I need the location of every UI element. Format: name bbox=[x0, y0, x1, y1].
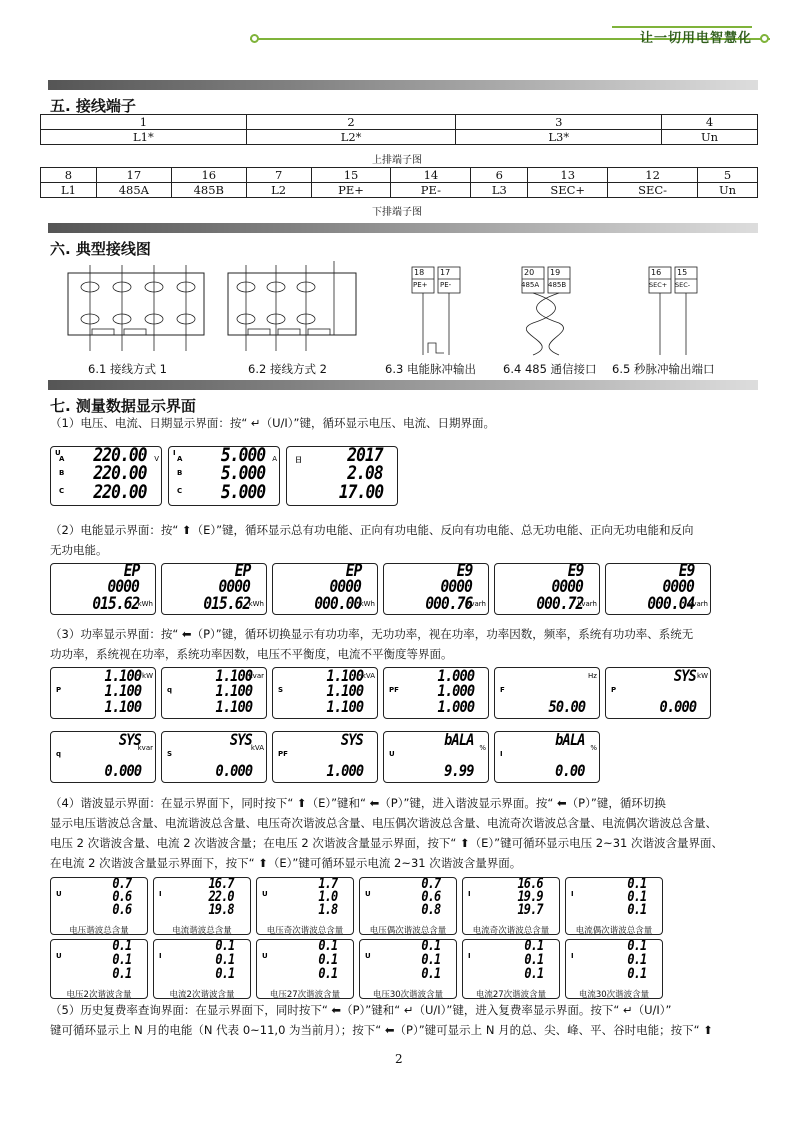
lcd-quantity-tag: U bbox=[262, 952, 268, 960]
lcd-reading: 1.100 bbox=[215, 667, 252, 685]
rs485-diagram bbox=[518, 265, 578, 360]
lcd-unit: kVA bbox=[361, 672, 375, 680]
lcd-unit: kvarh bbox=[577, 600, 597, 608]
lcd-reading: 0.1 bbox=[112, 966, 131, 982]
bottom-terminal-caption: 下排端子图 bbox=[372, 207, 422, 218]
terminal-number: 1 bbox=[41, 115, 247, 130]
lcd-screen bbox=[494, 731, 600, 783]
lcd-screen bbox=[50, 446, 162, 506]
lcd-phase-tag: B bbox=[177, 469, 183, 477]
lcd-unit: kvar bbox=[248, 672, 264, 680]
lcd-reading: 0.1 bbox=[318, 952, 337, 968]
terminal-number: 16 bbox=[171, 168, 246, 183]
lcd-reading: 0.000 bbox=[215, 761, 252, 780]
lcd-reading: EP bbox=[234, 563, 250, 581]
lcd-reading: 0.1 bbox=[627, 952, 646, 968]
section6-title: 六. 典型接线图 bbox=[50, 240, 151, 258]
lcd-reading: 5.000 bbox=[220, 481, 265, 503]
terminal-number: 20 bbox=[524, 268, 535, 277]
lcd-reading: 5.000 bbox=[220, 446, 265, 466]
lcd-quantity-tag: I bbox=[500, 750, 503, 758]
lcd-caption: 电压2次谐波含量 bbox=[66, 990, 132, 1000]
terminal-label: SEC+ bbox=[528, 183, 608, 198]
lcd-phase-tag: B bbox=[59, 469, 65, 477]
lcd-caption: 电流奇次谐波总含量 bbox=[472, 926, 550, 936]
lcd-reading: 0.1 bbox=[524, 952, 543, 968]
lcd-reading: 0000 bbox=[551, 577, 583, 597]
lcd-quantity-tag: q bbox=[56, 750, 62, 758]
lcd-phase-tag: C bbox=[177, 487, 183, 495]
lcd-reading: 0.1 bbox=[627, 902, 646, 918]
terminal-label: PE- bbox=[391, 183, 471, 198]
lcd-reading: 22.0 bbox=[208, 889, 234, 905]
lcd-reading: 0.8 bbox=[421, 902, 440, 918]
lcd-screen bbox=[50, 563, 156, 615]
lcd-reading: 000.76 bbox=[424, 594, 472, 614]
lcd-reading: EP bbox=[123, 563, 139, 581]
lcd-screen bbox=[50, 731, 156, 783]
lcd-reading: 0.1 bbox=[215, 966, 234, 982]
lcd-reading: 0.1 bbox=[421, 939, 440, 954]
lcd-reading: 1.0 bbox=[318, 889, 337, 905]
lcd-reading: 0.1 bbox=[524, 966, 543, 982]
lcd-reading: 1.100 bbox=[215, 697, 252, 716]
paragraph: （3）功率显示界面：按“ ⬅（P）”键，循环切换显示有功功率，无功功率，视在功率，功率因数，频率，系统有功功率、系统无 bbox=[50, 627, 694, 641]
paragraph: 功功率，系统视在功率，系统功率因数，电压不平衡度，电流不平衡度等界面。 bbox=[50, 647, 453, 661]
lcd-screen bbox=[272, 667, 378, 719]
lcd-unit: kWh bbox=[359, 600, 375, 608]
lcd-phase-tag: 日 bbox=[295, 456, 302, 464]
header-dot bbox=[760, 34, 769, 43]
lcd-caption: 电流谐波总含量 bbox=[172, 926, 232, 936]
lcd-unit: A bbox=[272, 455, 277, 463]
lcd-reading: SYS bbox=[118, 731, 141, 749]
terminal-label: 485A bbox=[521, 281, 540, 289]
lcd-reading: 1.100 bbox=[104, 667, 141, 685]
lcd-reading: 1.000 bbox=[326, 761, 363, 780]
lcd-screen bbox=[168, 446, 280, 506]
wiring-diagram-2 bbox=[222, 255, 372, 360]
lcd-reading: 0000 bbox=[218, 577, 250, 597]
terminal-number: 4 bbox=[662, 115, 758, 130]
terminal-label: Un bbox=[698, 183, 758, 198]
lcd-reading: 0.1 bbox=[318, 966, 337, 982]
lcd-screen bbox=[605, 667, 711, 719]
lcd-unit: % bbox=[590, 744, 597, 752]
header-dot bbox=[250, 34, 259, 43]
lcd-reading: 0.1 bbox=[215, 952, 234, 968]
lcd-reading: 1.100 bbox=[326, 667, 363, 685]
lcd-reading: 0.1 bbox=[318, 939, 337, 954]
terminal-number: 8 bbox=[41, 168, 97, 183]
lcd-quantity-tag: U bbox=[389, 750, 395, 758]
lcd-reading: 015.62 bbox=[202, 594, 250, 614]
diagram-caption: 6.3 电能脉冲输出 bbox=[385, 362, 476, 376]
lcd-reading: 220.00 bbox=[93, 462, 147, 484]
lcd-unit: kvarh bbox=[688, 600, 708, 608]
lcd-quantity-tag: S bbox=[278, 686, 284, 694]
lcd-screen bbox=[286, 446, 398, 506]
lcd-reading: 1.8 bbox=[318, 902, 337, 918]
terminal-label: PE+ bbox=[413, 281, 428, 289]
paragraph: （1）电压、电流、日期显示界面：按“ ↵（U/I）”键，循环显示电压、电流、日期界面。 bbox=[50, 416, 495, 430]
lcd-reading: 1.000 bbox=[437, 697, 474, 716]
lcd-reading: 0.6 bbox=[112, 902, 131, 918]
section5-title: 五. 接线端子 bbox=[50, 97, 136, 115]
page-number: 2 bbox=[395, 1052, 403, 1066]
lcd-unit: Hz bbox=[588, 672, 597, 680]
lcd-reading: bALA bbox=[555, 731, 585, 749]
terminal-label: SEC+ bbox=[649, 281, 668, 289]
lcd-screen bbox=[383, 667, 489, 719]
lcd-reading: 19.9 bbox=[517, 889, 543, 905]
terminal-number: 7 bbox=[246, 168, 311, 183]
terminal-label: L2* bbox=[246, 130, 456, 145]
lcd-reading: 0.6 bbox=[421, 889, 440, 905]
lcd-quantity-tag: U bbox=[365, 890, 371, 898]
lcd-quantity-tag: I bbox=[571, 890, 574, 898]
diagram-caption: 6.2 接线方式 2 bbox=[248, 362, 327, 376]
paragraph: 在电流 2 次谐波含量显示界面下，按下“ ⬆（E）”键可循环显示电流 2~31 次谐波含量界面。 bbox=[50, 856, 522, 870]
paragraph: 电压 2 次谐波含量、电流 2 次谐波含量；在电压 2 次谐波含量显示界面，按下“ ⬆（E）”键可循环显示电压 2~31 次谐波含量界面、 bbox=[50, 836, 723, 850]
diagram-caption: 6.1 接线方式 1 bbox=[88, 362, 167, 376]
lcd-reading: 015.62 bbox=[91, 594, 139, 614]
lcd-reading: 0.1 bbox=[112, 939, 131, 954]
lcd-unit: kW bbox=[697, 672, 708, 680]
lcd-quantity-tag: I bbox=[159, 890, 162, 898]
section-bar bbox=[48, 380, 758, 390]
lcd-unit: kWh bbox=[137, 600, 153, 608]
lcd-reading: 0.1 bbox=[627, 939, 646, 954]
lcd-unit: V bbox=[154, 455, 159, 463]
lcd-reading: 0000 bbox=[662, 577, 694, 597]
wiring-diagram-1 bbox=[62, 255, 212, 360]
lcd-phase-tag: C bbox=[59, 487, 65, 495]
lcd-reading: SYS bbox=[673, 667, 696, 685]
lcd-reading: E9 bbox=[456, 563, 472, 581]
section-bar bbox=[48, 223, 758, 233]
lcd-reading: 1.100 bbox=[104, 697, 141, 716]
lcd-reading: 16.7 bbox=[208, 877, 234, 892]
terminal-number: 17 bbox=[440, 268, 451, 277]
lcd-reading: 1.000 bbox=[437, 667, 474, 685]
top-terminal-caption: 上排端子图 bbox=[372, 155, 422, 166]
lcd-caption: 电压奇次谐波总含量 bbox=[266, 926, 344, 936]
lcd-reading: SYS bbox=[229, 731, 252, 749]
lcd-quantity-tag: U bbox=[262, 890, 268, 898]
terminal-label: PE- bbox=[440, 281, 452, 289]
lcd-reading: 2.08 bbox=[347, 462, 383, 484]
lcd-reading: 000.04 bbox=[646, 594, 694, 614]
lcd-unit: kWh bbox=[248, 600, 264, 608]
terminal-label: L3* bbox=[456, 130, 662, 145]
terminal-label: 485B bbox=[548, 281, 567, 289]
lcd-quantity-tag: U bbox=[365, 952, 371, 960]
lcd-screen bbox=[605, 563, 711, 615]
section-bar bbox=[48, 80, 758, 90]
paragraph: 显示电压谐波总含量、电流谐波总含量、电压奇次谐波总含量、电压偶次谐波总含量、电流奇次谐波总含量、电流偶次谐波总含量、 bbox=[50, 816, 717, 830]
lcd-quantity-tag: q bbox=[167, 686, 173, 694]
lcd-reading: 0.00 bbox=[555, 761, 585, 780]
lcd-unit: kVA bbox=[250, 744, 264, 752]
lcd-reading: 0000 bbox=[329, 577, 361, 597]
terminal-label: L3 bbox=[471, 183, 528, 198]
lcd-reading: 0.1 bbox=[421, 966, 440, 982]
lcd-caption: 电流偶次谐波总含量 bbox=[575, 926, 653, 936]
paragraph: （4）谐波显示界面：在显示界面下，同时按下“ ⬆（E）”键和“ ⬅（P）”键，进入谐波显示界面。按“ ⬅（P）”键，循环切换 bbox=[50, 796, 666, 810]
lcd-reading: bALA bbox=[444, 731, 474, 749]
lcd-reading: 0.7 bbox=[112, 877, 131, 892]
paragraph: 无功电能。 bbox=[50, 543, 108, 557]
lcd-reading: 1.100 bbox=[104, 681, 141, 700]
lcd-caption: 电压偶次谐波总含量 bbox=[369, 926, 447, 936]
diagram-caption: 6.4 485 通信接口 bbox=[503, 362, 597, 376]
lcd-reading: 000.72 bbox=[535, 594, 583, 614]
lcd-quantity-tag: PF bbox=[278, 750, 288, 758]
paragraph: （5）历史复费率查询界面：在显示界面下，同时按下“ ⬅（P）”键和“ ↵（U/I）”键，进入复费率显示界面。按下“ ↵（U/I）” bbox=[50, 1003, 672, 1017]
lcd-unit: % bbox=[479, 744, 486, 752]
lcd-screen bbox=[272, 731, 378, 783]
lcd-screen bbox=[161, 563, 267, 615]
lcd-reading: 0.1 bbox=[215, 939, 234, 954]
terminal-label: 485A bbox=[96, 183, 171, 198]
lcd-quantity-tag: U bbox=[56, 952, 62, 960]
lcd-reading: 1.100 bbox=[215, 681, 252, 700]
lcd-quantity-tag: PF bbox=[389, 686, 399, 694]
terminal-label: 485B bbox=[171, 183, 246, 198]
terminal-number: 5 bbox=[698, 168, 758, 183]
lcd-reading: 0.1 bbox=[112, 952, 131, 968]
lcd-reading: 1.7 bbox=[318, 877, 337, 892]
bottom-terminal-table bbox=[40, 167, 758, 198]
terminal-label: SEC- bbox=[675, 281, 691, 289]
top-terminal-table bbox=[40, 114, 758, 145]
lcd-quantity-tag: P bbox=[611, 686, 617, 694]
lcd-reading: 0000 bbox=[440, 577, 472, 597]
lcd-quantity-tag: S bbox=[167, 750, 173, 758]
lcd-reading: 0.1 bbox=[627, 889, 646, 905]
lcd-reading: 0.1 bbox=[627, 966, 646, 982]
lcd-screen bbox=[272, 563, 378, 615]
lcd-reading: 19.7 bbox=[517, 902, 543, 918]
terminal-number: 6 bbox=[471, 168, 528, 183]
lcd-reading: 0.6 bbox=[112, 889, 131, 905]
terminal-label: L2 bbox=[246, 183, 311, 198]
lcd-reading: 5.000 bbox=[220, 462, 265, 484]
terminal-label: SEC- bbox=[608, 183, 698, 198]
lcd-reading: 50.00 bbox=[548, 697, 585, 716]
terminal-number: 17 bbox=[96, 168, 171, 183]
terminal-number: 15 bbox=[311, 168, 391, 183]
lcd-quantity-tag: P bbox=[56, 686, 62, 694]
lcd-reading: E9 bbox=[567, 563, 583, 581]
lcd-quantity-tag: I bbox=[159, 952, 162, 960]
terminal-number: 13 bbox=[528, 168, 608, 183]
terminal-label: PE+ bbox=[311, 183, 391, 198]
lcd-phase-tag: A bbox=[177, 455, 183, 463]
lcd-reading: 19.8 bbox=[208, 902, 234, 918]
lcd-reading: 2017 bbox=[347, 446, 383, 466]
lcd-quantity-tag: I bbox=[571, 952, 574, 960]
terminal-number: 3 bbox=[456, 115, 662, 130]
lcd-screen bbox=[494, 667, 600, 719]
lcd-reading: 9.99 bbox=[444, 761, 474, 780]
terminal-label: Un bbox=[662, 130, 758, 145]
lcd-reading: 0000 bbox=[107, 577, 139, 597]
terminal-number: 18 bbox=[414, 268, 425, 277]
lcd-quantity-tag: F bbox=[500, 686, 505, 694]
terminal-number: 2 bbox=[246, 115, 456, 130]
lcd-quantity-tag: I bbox=[468, 890, 471, 898]
lcd-caption: 电压谐波总含量 bbox=[69, 926, 129, 936]
lcd-reading: 000.00 bbox=[313, 594, 361, 614]
lcd-phase-tag: U bbox=[55, 449, 61, 457]
paragraph: 键可循环显示上 N 月的电能（N 代表 0~11,0 为当前月）；按下“ ⬅（P）”键可显示上 N 月的总、尖、峰、平、谷时电能；按下“ ⬆ bbox=[50, 1023, 713, 1037]
terminal-label: L1* bbox=[41, 130, 247, 145]
section7-title: 七. 测量数据显示界面 bbox=[50, 397, 196, 415]
terminal-number: 12 bbox=[608, 168, 698, 183]
diagram-caption: 6.5 秒脉冲输出端口 bbox=[612, 362, 715, 376]
terminal-number: 19 bbox=[550, 268, 561, 277]
lcd-reading: 0.000 bbox=[659, 697, 696, 716]
lcd-screen bbox=[50, 667, 156, 719]
lcd-reading: 17.00 bbox=[338, 481, 383, 503]
lcd-phase-tag: A bbox=[59, 455, 65, 463]
lcd-caption: 电流27次谐波含量 bbox=[475, 990, 547, 1000]
lcd-phase-tag: I bbox=[173, 449, 176, 457]
lcd-quantity-tag: I bbox=[468, 952, 471, 960]
lcd-reading: 0.000 bbox=[104, 761, 141, 780]
lcd-unit: kW bbox=[142, 672, 153, 680]
lcd-reading: 0.7 bbox=[421, 877, 440, 892]
lcd-screen bbox=[383, 731, 489, 783]
lcd-reading: 0.1 bbox=[627, 877, 646, 892]
lcd-screen bbox=[383, 563, 489, 615]
lcd-reading: 220.00 bbox=[93, 446, 147, 466]
lcd-quantity-tag: U bbox=[56, 890, 62, 898]
lcd-reading: E9 bbox=[678, 563, 694, 581]
lcd-reading: SYS bbox=[340, 731, 363, 749]
terminal-label: L1 bbox=[41, 183, 97, 198]
lcd-unit: kvar bbox=[137, 744, 153, 752]
terminal-number: 16 bbox=[651, 268, 662, 277]
lcd-reading: 1.100 bbox=[326, 681, 363, 700]
lcd-unit: kvarh bbox=[466, 600, 486, 608]
paragraph: （2）电能显示界面：按“ ⬆（E）”键，循环显示总有功电能、正向有功电能、反向有功电能、总无功电能、正向无功电能和反向 bbox=[50, 523, 694, 537]
second-pulse-diagram bbox=[645, 265, 705, 360]
lcd-reading: 1.000 bbox=[437, 681, 474, 700]
terminal-number: 14 bbox=[391, 168, 471, 183]
lcd-reading: 16.6 bbox=[517, 877, 543, 892]
lcd-reading: 1.100 bbox=[326, 697, 363, 716]
lcd-caption: 电压27次谐波含量 bbox=[269, 990, 341, 1000]
lcd-caption: 电压30次谐波含量 bbox=[372, 990, 444, 1000]
lcd-reading: 220.00 bbox=[93, 481, 147, 503]
terminal-number: 15 bbox=[677, 268, 688, 277]
pulse-output-diagram bbox=[408, 265, 468, 360]
lcd-reading: 0.1 bbox=[421, 952, 440, 968]
lcd-screen bbox=[494, 563, 600, 615]
lcd-caption: 电流2次谐波含量 bbox=[169, 990, 235, 1000]
lcd-reading: EP bbox=[345, 563, 361, 581]
lcd-screen bbox=[161, 667, 267, 719]
lcd-screen bbox=[161, 731, 267, 783]
lcd-reading: 0.1 bbox=[524, 939, 543, 954]
header-slogan: 让一切用电智慧化 bbox=[640, 31, 753, 46]
lcd-caption: 电流30次谐波含量 bbox=[578, 990, 650, 1000]
